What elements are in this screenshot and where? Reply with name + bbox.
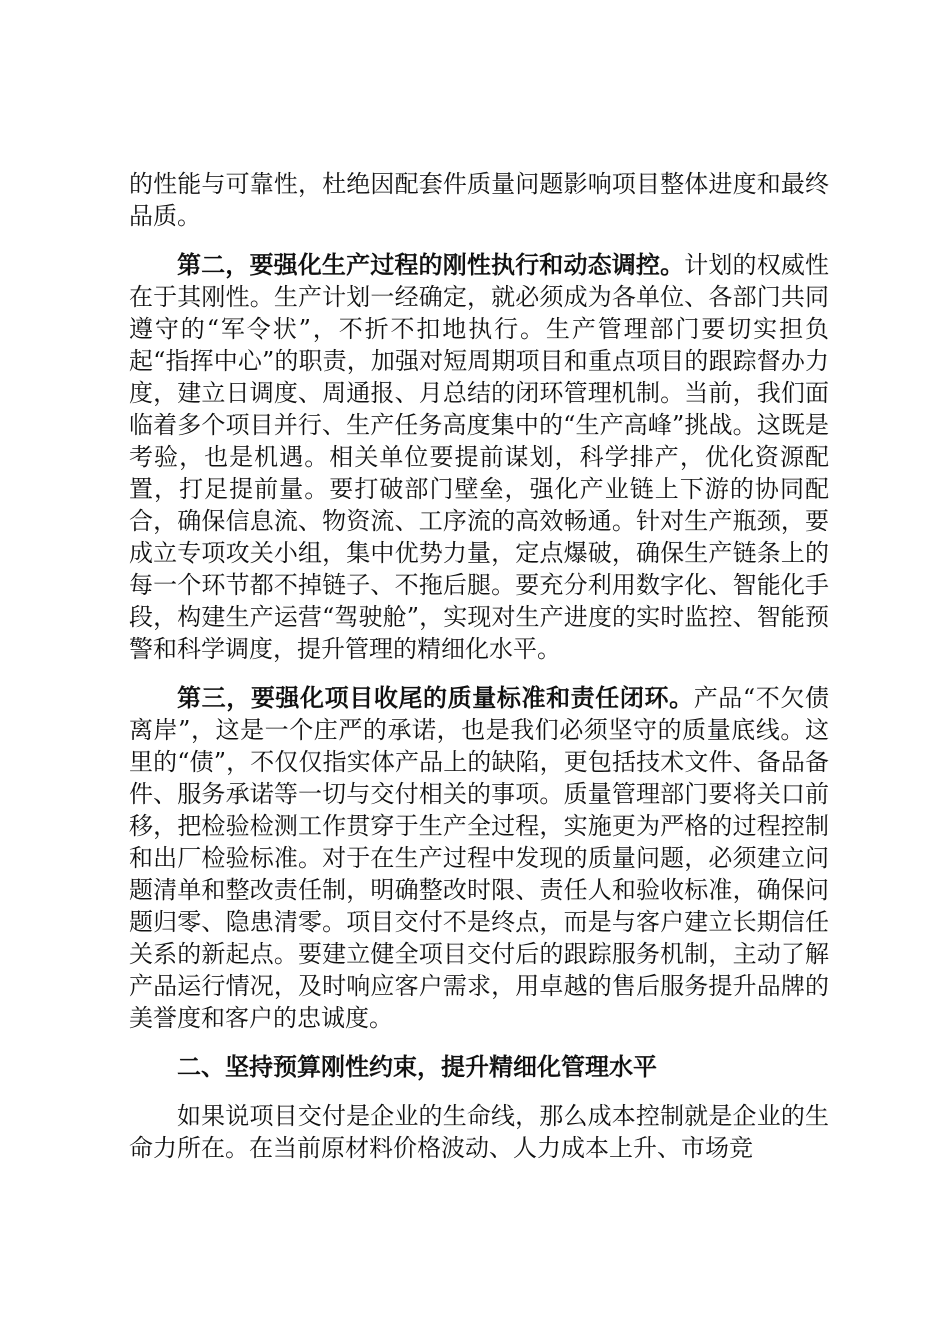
paragraph-lead-heading: 第二，要强化生产过程的刚性执行和动态调控。	[177, 250, 685, 279]
paragraph-continuation	[129, 168, 829, 232]
paragraph-text: 计划的权威性在于其刚性。生产计划一经确定，就必须成为各单位、各部门共同遵守的“军令状”，不折不扣地执行。生产管理部门要切实担负起“指挥中心”的职责，加强对短周期项目和重点项目的跟踪督办力度，建立日调度、周通报、月总结的闭环管理机制。当前，我们面临着多个项目并行、生产任务高度集中的“生产高峰”挑战。这既是考验，也是机遇。相关单位要提前谋划，科学排产，优化资源配置，打足提前量。要打破部门壁垒，强化产业链上下游的协同配合，确保信息流、物资流、工序流的高效畅通。针对生产瓶颈，要成立专项攻关小组，集中优势力量，定点爆破，确保生产链条上的每一个环节都不掉链子、不拖后腿。要充分利用数字化、智能化手段，构建生产运营“驾驶舱”，实现对生产进度的实时监控、智能预警和科学调度，提升管理的精细化水平。	[129, 251, 830, 663]
paragraph-spacer	[129, 1034, 829, 1051]
document-body	[129, 168, 829, 1164]
paragraph-spacer	[129, 665, 829, 682]
paragraph-third-point	[129, 682, 829, 1034]
paragraph-text: 产品“不欠债离岸”，这是一个庄严的承诺，也是我们必须坚守的质量底线。这里的“债”，不仅仅指实体产品上的缺陷，更包括技术文件、备品备件、服务承诺等一切与交付相关的事项。质量管理部门要将关口前移，把检验检测工作贯穿于生产全过程，实施更为严格的过程控制和出厂检验标准。对于在生产过程中发现的质量问题，必须建立问题清单和整改责任制，明确整改时限、责任人和验收标准，确保问题归零、隐患清零。项目交付不是终点，而是与客户建立长期信任关系的新起点。要建立健全项目交付后的跟踪服务机制，主动了解产品运行情况，及时响应客户需求，用卓越的售后服务提升品牌的美誉度和客户的忠诚度。	[129, 684, 829, 1032]
paragraph-cost-control: 如果说项目交付是企业的生命线，那么成本控制就是企业的生命力所在。在当前原材料价格波动、人力成本上升、市场竞	[129, 1102, 829, 1162]
paragraph-second-point	[129, 249, 829, 665]
paragraph-spacer	[129, 232, 829, 249]
section-heading: 二、坚持预算刚性约束，提升精细化管理水平	[177, 1052, 657, 1081]
paragraph-spacer	[129, 1083, 829, 1100]
paragraph-text: 的性能与可靠性，杜绝因配套件质量问题影响项目整体进度和最终品质。	[129, 170, 829, 230]
paragraph-lead-heading: 第三，要强化项目收尾的质量标准和责任闭环。	[177, 683, 694, 712]
